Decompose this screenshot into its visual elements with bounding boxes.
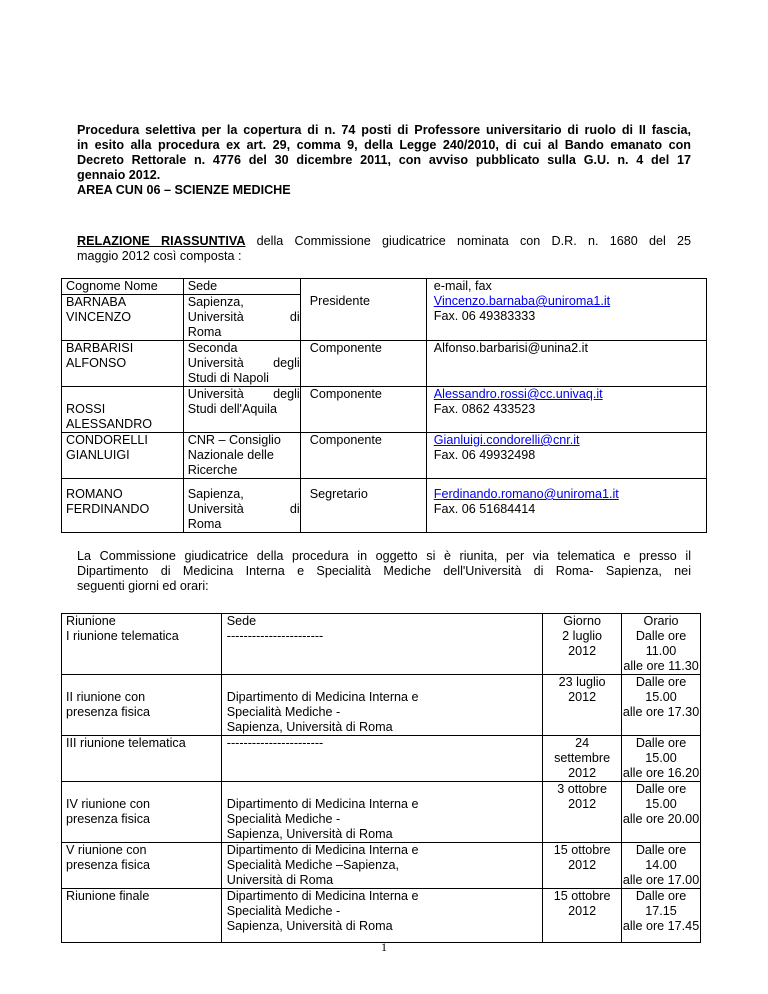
meeting-day: 2 luglio <box>562 629 603 643</box>
table-row <box>62 675 701 736</box>
meeting-day: settembre <box>554 751 611 765</box>
document-title <box>77 123 691 198</box>
meeting-day: 23 luglio <box>558 675 606 689</box>
member-sede: Studi dell'Aquila <box>187 402 277 416</box>
table-row <box>62 387 707 433</box>
member-role: Componente <box>309 387 382 401</box>
member-email-link[interactable]: Vincenzo.barnaba@uniroma1.it <box>433 294 611 308</box>
table-row <box>62 341 707 387</box>
meeting-time: alle ore 17.45 <box>622 919 700 933</box>
meeting-sede: Dipartimento di Medicina Interna e <box>226 690 419 704</box>
meeting-sede: Università di Roma <box>226 873 334 887</box>
member-surname: BARNABA <box>66 295 127 309</box>
meeting-name: Riunione finale <box>66 889 150 903</box>
meeting-time: alle ore 20.00 <box>622 812 700 826</box>
meeting-time: alle ore 11.30 <box>623 659 699 673</box>
page-number: 1 <box>381 940 387 954</box>
member-role: Presidente <box>309 294 370 308</box>
meeting-sede: ----------------------- <box>226 629 324 643</box>
member-email-link[interactable]: Alessandro.rossi@cc.univaq.it <box>433 387 603 401</box>
member-fax: Fax. 06 51684414 <box>433 502 536 516</box>
member-surname: ROSSI <box>66 402 106 416</box>
member-sede: Università di <box>187 310 300 324</box>
meeting-sede: Sapienza, Università di Roma <box>226 919 393 933</box>
member-sede: Università degli <box>187 356 300 370</box>
intro-line: della Commissione giudicatrice nominata con D.R. n. 1680 del 25 <box>245 234 691 248</box>
header-sede: Sede <box>226 614 257 628</box>
member-firstname: VINCENZO <box>66 310 132 324</box>
member-firstname: ALFONSO <box>66 356 127 370</box>
meeting-name: V riunione con <box>66 843 147 857</box>
meeting-day: 2012 <box>568 858 597 872</box>
member-sede: CNR – Consiglio <box>187 433 281 447</box>
paragraph-line: La Commissione giudicatrice della procedura in oggetto si è riunita, per via telematica e presso il <box>77 549 691 563</box>
table-row <box>62 843 701 889</box>
area-heading: AREA CUN 06 – SCIENZE MEDICHE <box>77 183 291 197</box>
meeting-name: presenza fisica <box>66 858 150 872</box>
title-line: Procedura selettiva per la copertura di n. 74 posti di Professore universitario di ruolo di II fascia, <box>77 123 691 137</box>
member-sede: Università degli <box>187 387 300 401</box>
table-row <box>62 433 707 479</box>
meeting-day: 15 ottobre <box>553 889 611 903</box>
member-fax: Fax. 0862 433523 <box>433 402 536 416</box>
meeting-sede: Dipartimento di Medicina Interna e <box>226 797 419 811</box>
member-surname: CONDORELLI <box>66 433 148 447</box>
meeting-sede: Dipartimento di Medicina Interna e <box>226 889 419 903</box>
member-sede: Roma <box>187 325 222 339</box>
meeting-name: III riunione telematica <box>66 736 186 750</box>
table-row <box>62 479 707 533</box>
header-name: Cognome Nome <box>66 279 158 293</box>
member-email-link[interactable]: Gianluigi.condorelli@cnr.it <box>433 433 580 447</box>
member-sede: Ricerche <box>187 463 238 477</box>
header-orario: Orario <box>643 614 679 628</box>
member-sede: Sapienza, <box>187 295 244 309</box>
member-surname: ROMANO <box>66 487 123 501</box>
meeting-sede: Dipartimento di Medicina Interna e <box>226 843 419 857</box>
meetings-paragraph <box>77 549 691 594</box>
header-riunione: Riunione <box>66 614 116 628</box>
member-sede: Seconda <box>187 341 238 355</box>
commission-table <box>61 278 707 533</box>
meeting-name: presenza fisica <box>66 812 150 826</box>
member-sede: Nazionale delle <box>187 448 274 462</box>
meeting-day: 15 ottobre <box>553 843 611 857</box>
meeting-time: Dalle ore 11.00 <box>635 629 687 658</box>
table-row <box>62 614 701 675</box>
member-email-link[interactable]: Ferdinando.romano@uniroma1.it <box>433 487 619 501</box>
title-line: gennaio 2012. <box>77 168 161 182</box>
meeting-sede: Specialità Mediche - <box>226 705 341 719</box>
meeting-day: 24 <box>575 736 590 750</box>
member-surname: BARBARISI <box>66 341 134 355</box>
meeting-sede: Specialità Mediche –Sapienza, <box>226 858 399 872</box>
member-role: Componente <box>309 433 382 447</box>
table-row <box>62 736 701 782</box>
meeting-sede: Sapienza, Università di Roma <box>226 720 393 734</box>
meeting-sede: Specialità Mediche - <box>226 904 341 918</box>
meeting-day: 2012 <box>568 766 597 780</box>
table-row <box>62 889 701 943</box>
meeting-day: 2012 <box>568 644 597 658</box>
meeting-name: I riunione telematica <box>66 629 179 643</box>
meeting-time: alle ore 17.00 <box>622 873 700 887</box>
paragraph-line: seguenti giorni ed orari: <box>77 579 209 593</box>
header-sede: Sede <box>187 279 218 293</box>
meeting-time: alle ore 16.20 <box>622 766 700 780</box>
title-line: in esito alla procedura ex art. 29, comma 9, della Legge 240/2010, di cui al Bando emanato con <box>77 138 691 152</box>
title-line: Decreto Rettorale n. 4776 del 30 dicembre 2011, con avviso pubblicato sulla G.U. n. 4 del 17 <box>77 153 691 167</box>
meeting-day: 2012 <box>568 797 597 811</box>
table-row <box>62 782 701 843</box>
member-fax: Fax. 06 49932498 <box>433 448 536 462</box>
meetings-table <box>61 613 701 943</box>
meeting-name: IV riunione con <box>66 797 151 811</box>
meeting-day: 2012 <box>568 904 597 918</box>
meeting-sede: Specialità Mediche - <box>226 812 341 826</box>
member-sede: Studi di Napoli <box>187 371 269 385</box>
meeting-name: II riunione con <box>66 690 146 704</box>
member-sede: Sapienza, <box>187 487 244 501</box>
meeting-time: Dalle ore 15.00 <box>635 782 687 811</box>
meeting-name: presenza fisica <box>66 705 150 719</box>
member-fax: Fax. 06 49383333 <box>433 309 536 323</box>
meeting-sede: ----------------------- <box>226 736 324 750</box>
intro-text <box>77 234 691 264</box>
member-email: Alfonso.barbarisi@unina2.it <box>433 341 588 355</box>
member-firstname: FERDINANDO <box>66 502 150 516</box>
paragraph-line: Dipartimento di Medicina Interna e Specialità Mediche dell'Università di Roma- Sapienza, nei <box>77 564 691 578</box>
meeting-time: Dalle ore 15.00 <box>635 675 687 704</box>
meeting-day: 2012 <box>568 690 597 704</box>
member-firstname: GIANLUIGI <box>66 448 130 462</box>
meeting-time: Dalle ore 15.00 <box>635 736 687 765</box>
report-label: RELAZIONE RIASSUNTIVA <box>77 234 246 248</box>
meeting-time: Dalle ore 14.00 <box>635 843 687 872</box>
member-role: Componente <box>309 341 382 355</box>
meeting-day: 3 ottobre <box>557 782 607 796</box>
member-sede: Università di <box>187 502 300 516</box>
meeting-time: alle ore 17.30 <box>622 705 700 719</box>
header-giorno: Giorno <box>563 614 602 628</box>
member-sede: Roma <box>187 517 222 531</box>
intro-line: maggio 2012 così composta : <box>77 249 242 263</box>
member-firstname: ALESSANDRO <box>66 417 153 431</box>
meeting-sede: Sapienza, Università di Roma <box>226 827 393 841</box>
table-header-row <box>62 279 707 295</box>
header-contact: e-mail, fax <box>433 279 492 293</box>
member-role: Segretario <box>309 487 368 501</box>
meeting-time: Dalle ore 17.15 <box>635 889 687 918</box>
